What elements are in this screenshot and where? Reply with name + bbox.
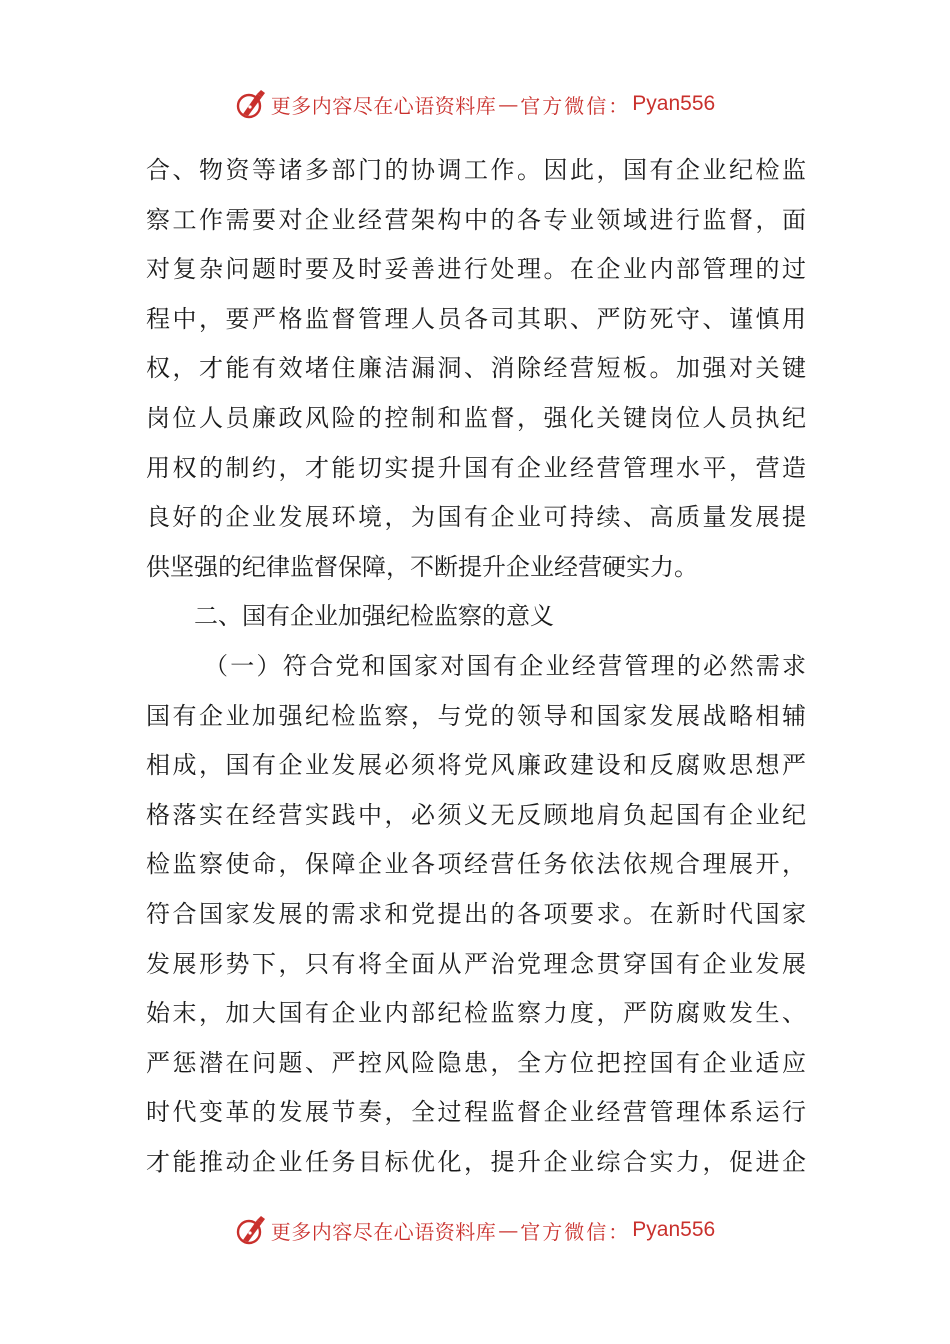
paragraph-line: 供坚强的纪律监督保障，不断提升企业经营硬实力。 <box>146 552 698 581</box>
watermark-label: 官方微信： <box>520 93 631 118</box>
paragraph-line: 国有企业加强纪检监察，与党的领导和国家发展战略相辅 <box>146 701 806 730</box>
paragraph-line: 符合国家发展的需求和党提出的各项要求。在新时代国家 <box>146 899 806 928</box>
watermark-dash: — <box>498 92 519 116</box>
watermark-banner-top <box>0 84 950 124</box>
watermark-dash: — <box>498 1218 519 1242</box>
watermark-text: 更多内容尽在心语资料库 <box>270 93 497 118</box>
paragraph-line: 察工作需要对企业经营架构中的各专业领域进行监督，面 <box>146 205 806 234</box>
paragraph-line: 始末，加大国有企业内部纪检监察力度，严防腐败发生、 <box>146 999 806 1028</box>
paragraph-line: 程中，要严格监督管理人员各司其职、严防死守、谨慎用 <box>146 304 806 333</box>
section-heading: 二、国有企业加强纪检监察的意义 <box>194 602 554 631</box>
paragraph-line: 检监察使命，保障企业各项经营任务依法依规合理展开， <box>146 850 806 879</box>
watermark-text: 更多内容尽在心语资料库 <box>270 1219 497 1244</box>
pen-nib-logo-icon <box>235 1214 267 1246</box>
paragraph-line: 用权的制约，才能切实提升国有企业经营管理水平，营造 <box>146 453 806 482</box>
paragraph-line: 才能推动企业任务目标优化，提升企业综合实力，促进企 <box>146 1147 806 1176</box>
paragraph-line: 良好的企业发展环境，为国有企业可持续、高质量发展提 <box>146 503 806 532</box>
paragraph-line: 权，才能有效堵住廉洁漏洞、消除经营短板。加强对关键 <box>146 354 806 383</box>
watermark-label: 官方微信： <box>520 1219 631 1244</box>
paragraph-line: 格落实在经营实践中，必须义无反顾地肩负起国有企业纪 <box>146 800 806 829</box>
paragraph-line: 时代变革的发展节奏，全过程监督企业经营管理体系运行 <box>146 1098 806 1127</box>
paragraph-line: 严惩潜在问题、严控风险隐患，全方位把控国有企业适应 <box>146 1048 806 1077</box>
subsection-heading: （一）符合党和国家对国有企业经营管理的必然需求 <box>204 651 806 680</box>
paragraph-line: 岗位人员廉政风险的控制和监督，强化关键岗位人员执纪 <box>146 403 806 432</box>
paragraph-line: 相成，国有企业发展必须将党风廉政建设和反腐败思想严 <box>146 751 806 780</box>
paragraph-line: 对复杂问题时要及时妥善进行处理。在企业内部管理的过 <box>146 255 806 284</box>
paragraph-line: 发展形势下，只有将全面从严治党理念贯穿国有企业发展 <box>146 949 806 978</box>
watermark-id: Pyan556 <box>632 92 716 115</box>
paragraph-line: 合、物资等诸多部门的协调工作。因此，国有企业纪检监 <box>146 156 806 184</box>
watermark-id: Pyan556 <box>632 1218 716 1241</box>
pen-nib-logo-icon <box>235 88 267 120</box>
document-body <box>146 146 806 1187</box>
watermark-banner-bottom <box>0 1210 950 1250</box>
